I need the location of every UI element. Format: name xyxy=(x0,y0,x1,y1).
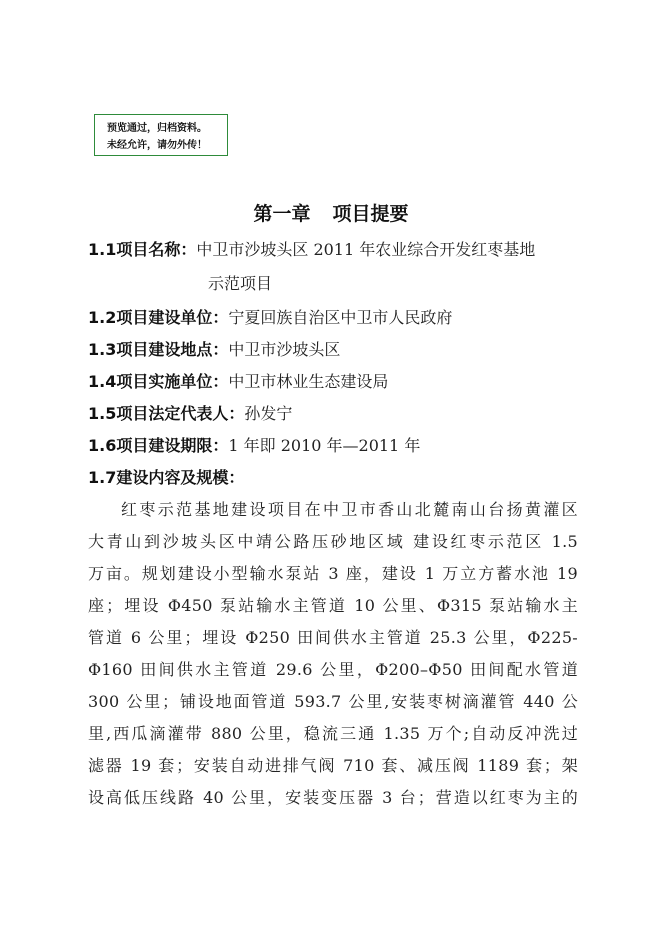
field-project-name-continued: 示范项目 xyxy=(208,274,273,293)
field-construction-unit xyxy=(88,308,452,328)
field-value: 中卫市沙坡头区 xyxy=(228,340,341,359)
body-line: 管道 6 公里；埋设 Φ250 田间供水主管道 25.3 公里，Φ225- xyxy=(88,628,578,647)
field-label: 1.4项目实施单位： xyxy=(88,372,229,391)
field-value: 中卫市沙坡头区 2011 年农业综合开发红枣基地 xyxy=(196,240,536,259)
field-label: 1.1项目名称： xyxy=(88,240,197,259)
field-construction-site xyxy=(88,340,340,360)
body-line: 滤器 19 套；安装自动进排气阀 710 套、减压阀 1189 套；架 xyxy=(88,756,578,775)
body-line: 大青山到沙坡头区中靖公路压砂地区域 建设红枣示范区 1.5 xyxy=(88,532,578,551)
chapter-title xyxy=(0,199,662,226)
body-line: 设高低压线路 40 公里，安装变压器 3 台；营造以红枣为主的 xyxy=(88,788,578,807)
field-label: 1.5项目法定代表人： xyxy=(88,404,245,423)
field-label: 1.7建设内容及规模： xyxy=(88,468,245,487)
field-value: 1 年即 2010 年—2011 年 xyxy=(228,436,421,455)
archive-stamp xyxy=(94,114,228,156)
field-value: 中卫市林业生态建设局 xyxy=(228,372,389,391)
chapter-number: 第一章 xyxy=(253,203,311,225)
field-value: 宁夏回族自治区中卫市人民政府 xyxy=(228,308,453,327)
body-paragraph xyxy=(88,494,578,814)
field-label: 1.3项目建设地点： xyxy=(88,340,229,359)
field-value: 孙发宁 xyxy=(244,404,293,423)
field-legal-representative xyxy=(88,404,292,424)
body-line: 里,西瓜滴灌带 880 公里，稳流三通 1.35 万个;自动反冲洗过 xyxy=(88,724,578,743)
body-line: 红枣示范基地建设项目在中卫市香山北麓南山台扬黄灌区 xyxy=(121,500,578,519)
body-line: 300 公里；铺设地面管道 593.7 公里,安装枣树滴灌管 440 公 xyxy=(88,692,578,711)
stamp-line-2: 未经允许，请勿外传！ xyxy=(107,140,207,151)
field-project-name xyxy=(88,240,535,260)
body-line: 万亩。规划建设小型输水泵站 3 座，建设 1 万立方蓄水池 19 xyxy=(88,564,578,583)
body-line: Φ160 田间供水主管道 29.6 公里，Φ200–Φ50 田间配水管道 xyxy=(88,660,578,679)
field-construction-period xyxy=(88,436,420,456)
field-label: 1.2项目建设单位： xyxy=(88,308,229,327)
chapter-heading: 项目提要 xyxy=(332,203,409,225)
stamp-line-1: 预览通过，归档资料。 xyxy=(107,123,207,134)
field-construction-scope xyxy=(88,468,244,488)
body-line: 座；埋设 Φ450 泵站输水主管道 10 公里、Φ315 泵站输水主 xyxy=(88,596,578,615)
field-label: 1.6项目建设期限： xyxy=(88,436,229,455)
field-implementing-unit xyxy=(88,372,388,392)
